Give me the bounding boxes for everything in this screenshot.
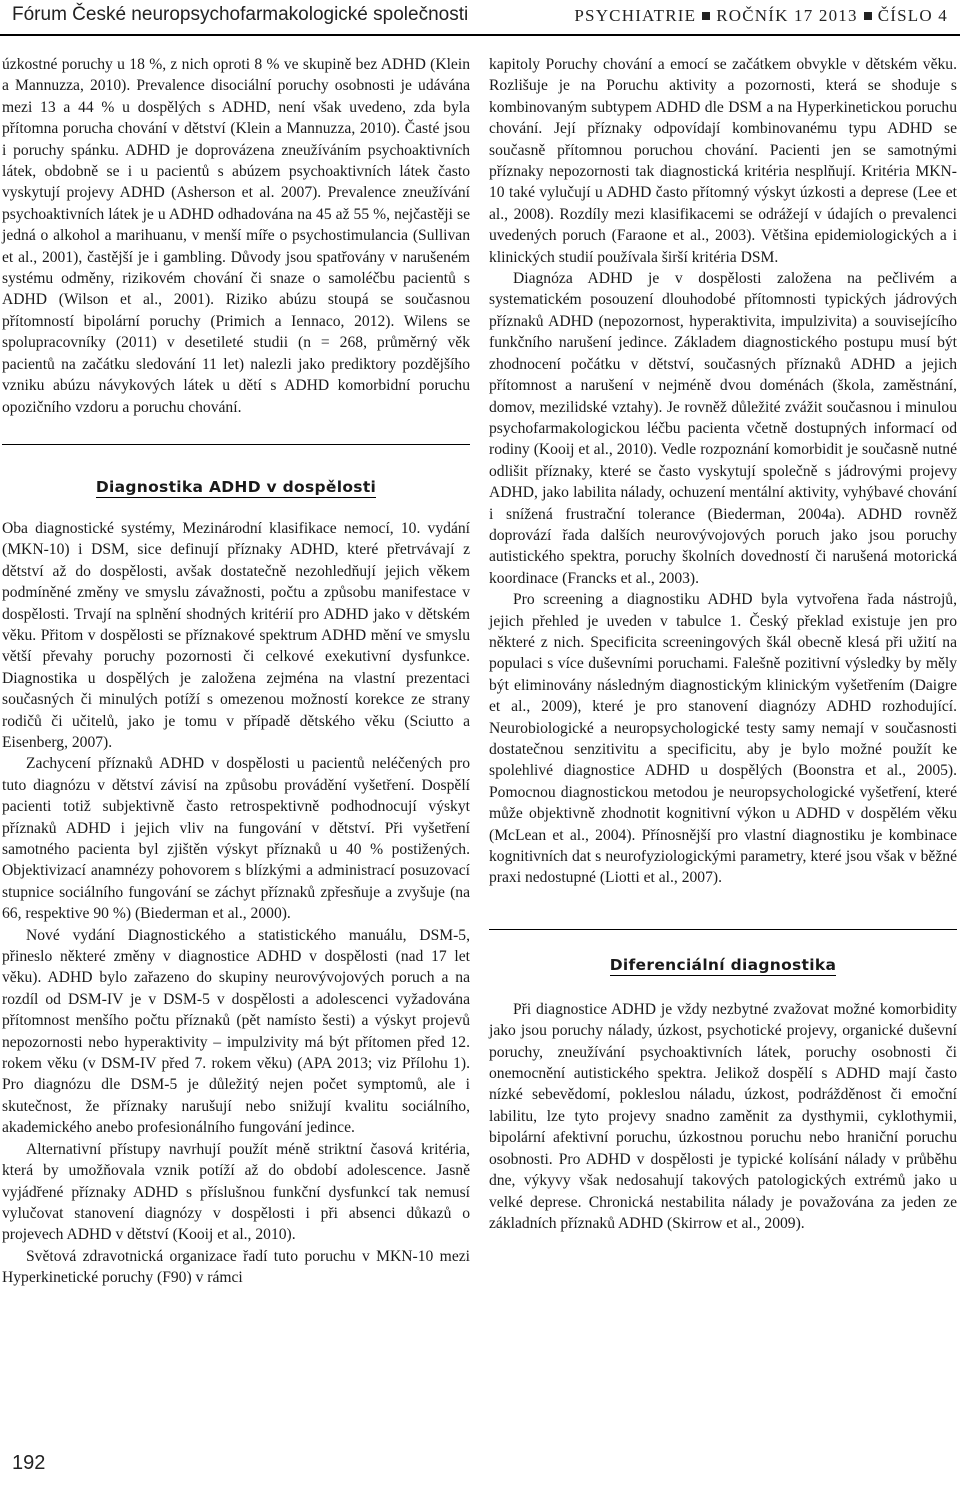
issue-info (574, 6, 948, 26)
right-column (489, 54, 957, 1234)
section-rule (2, 444, 470, 445)
paragraph: Pro screening a diagnostiku ADHD byla vytvořena řada nástrojů, jejich přehled je uveden v tabulce 1. Český překlad existuje jen pro některé z nich. Specificita screeningových škál obecně klesá při užití na populaci s více duševními poruchami. Falešně pozitivní výsledky by měly být eliminovány následným diagnostickým klinickým vyšetřením (Daigre et al., 2009), které je pro stanovení diagnózy ADHD rozhodující. Neurobiologické a neuropsychologické testy samy nemají v současnosti dostatečnou senzitivitu a specificitu, aby je bylo možné použít ke spolehlivé diagnostice ADHD u dospělých (Boonstra et al., 2005). Pomocnou diagnostickou metodou je neuropsychologické vyšetření, které může objektivně zhodnotit kognitivní výkon u ADHD v dospělém věku (McLean et al., 2004). Přínosnější pro vlastní diagnostiku je kombinace kognitivních dat s neurofyziologickými parametry, které jsou však v běžné praxi nedostupné (Liotti et al., 2007). (489, 591, 957, 887)
paragraph: Nové vydání Diagnostického a statistického manuálu, DSM-5, přineslo některé změny v diagnostice ADHD v dospělosti (nad 17 let věku). ADHD bylo zařazeno do skupiny neurovývojových poruch a na rozdíl od DSM-IV je v DSM-5 v dospělosti a adolescenci vyžadována přítomnost menšího počtu příznaků (pět namísto šesti) a výskyt projevů nepozornosti nebo hyperaktivity – impulzivity má být přítomen před 12. rokem věku (v DSM-IV před 7. rokem věku) (APA 2013; viz Přílohu 1). Pro diagnózu dle DSM-5 je důležitý nejen počet symptomů, ale i skutečnost, že příznaky narušují nebo snižují kvalitu sociálního, akademického anebo profesionálního fungování jedince. (2, 926, 470, 1137)
paragraph: Při diagnostice ADHD je vždy nezbytné zvažovat možné komorbidity jako jsou poruchy nálady, úzkost, psychotické projevy, organické duševní poruchy, zneužívání psychoaktivních látek, poruchy osobnosti či onemocnění autistického spektra. Jelikož dospělí s ADHD mají často nízké sebevědomí, pokleslou náladu, úzkost, podrážděnost či emoční labilitu, lze tyto projevy snadno zaměnit za dysthymii, cyklothymii, bipolární afektivní poruchu, úzkostnou poruchu nebo hraniční poruchu osobnosti. Pro ADHD v dospělosti je typické kolísání nálady v průběhu dne, výkyvy však nedosahují takových patologických extrémů jako u velké deprese. Chronická nestabilita nálady je považována za jeden ze základních příznaků ADHD (Skirrow et al., 2009). (489, 1000, 957, 1232)
volume: ROČNÍK 17 (716, 6, 814, 25)
journal-name: Fórum České neuropsychofarmakologické společnosti (12, 4, 469, 25)
header-rule (0, 34, 960, 36)
square-bullet-icon (864, 12, 872, 20)
page-number: 192 (12, 1452, 46, 1474)
paragraph: kapitoly Poruchy chování a emocí se začátkem obvykle v dětském věku. Rozlišuje je na Poruchu aktivity a pozornosti, která se shoduje s kombinovaným subtypem ADHD dle DSM a na Hyperkinetickou poruchu chování. Její příznaky odpovídají kombinovanému typu ADHD se současně přítomnou poruchou chování. Pacienti jen se samotnými příznaky nepozornosti tak diagnostická kritéria nesplňují. Kritéria MKN-10 také vylučují u ADHD často přítomný výskyt úzkosti a deprese (Lee et al., 2008). Rozdíly mezi klasifikacemi se odrážejí v údajích o prevalenci uvedených poruch (Faraone et al., 2003). Většina epidemiologických a i klinických studií používala širší kritéria DSM. (489, 56, 957, 266)
square-bullet-icon (702, 12, 710, 20)
section-rule (489, 929, 957, 930)
year: 2013 (818, 6, 858, 25)
paragraph: Diagnóza ADHD je v dospělosti založena na pečlivém a systematickém posouzení dlouhodobé přítomnosti typických jádrových příznaků ADHD (nepozornost, hyperaktivita, impulzivita) a souvisejícího funkčního narušení jedince. Základem diagnostického postupu musí být zhodnocení počátku v dětství, současných příznaků ADHD a jejich přítomnost a narušení v nejméně dvou doménách (škola, zaměstnání, domov, mezilidské vztahy). Je rovněž důležité zvážit současnou i minulou psychofarmakologickou léčbu pacienta včetně dostupných informací od rodiny (Kooij et al., 2010). Vedle rozpoznání komorbidit je současně nutné odlišit příznaky, které se často vyskytují společně s jádrovými projevy ADHD, jako labilita nálady, ochuzení mentální aktivity, vyhýbavé chování i snížená frustrační tolerance (Biederman, 2004a). ADHD rovněž doprovází řada dalších neurovývojových poruch jako jsou poruchy autistického spektra, poruchy školních dovedností či narušená motorická koordinace (Francks et al., 2003). (489, 270, 957, 587)
section-heading-text: Diferenciální diagnostika (609, 955, 837, 974)
section-heading-block (489, 929, 957, 981)
paragraph: Alternativní přístupy navrhují použít méně striktní časová kritéria, která by umožňovala vznik potíží až do období adolescence. Jasně vyjádřené příznaky ADHD s příslušnou funkční dysfunkcí tak nemusí vylučovat stanovení diagnózy v dospělosti i při absenci důkazů o projevech ADHD v dětství (Kooij et al., 2010). (2, 1140, 470, 1244)
left-column (2, 54, 470, 1289)
section-heading-block (2, 444, 470, 500)
paragraph: Zachycení příznaků ADHD v dospělosti u pacientů neléčených pro tuto diagnózu v dětství závisí na způsobu provádění vyšetření. Dospělí pacienti totiž subjektivně často retrospektivně podhodnocují výskyt příznaků ADHD i jejich vliv na fungování v dětství. Při vyšetření samotného pacienta byl zjištěn výskyt příznaků u 40 % postižených. Objektivizací anamnézy pohovorem s blízkými a administrací posuzovací stupnice sociálního fungování se záchyt příznaků zpřesňuje a zvyšuje (na 66, respektive 90 %) (Biederman et al., 2000). (2, 755, 470, 923)
paragraph: úzkostné poruchy u 18 %, z nich oproti 8 % ve skupině bez ADHD (Klein a Mannuzza, 2010). Prevalence disociální poruchy osobnosti je udávána mezi 13 a 44 % u dospělých s ADHD, není však uvedeno, zda byla přítomna porucha chování v dětství (Klein a Mannuzza, 2010). Časté jsou i poruchy spánku. ADHD je doprovázena zneužíváním psychoaktivních látek, obdobně se i u pacientů s abúzem psychoaktivních látek často vyskytují projevy ADHD (Asherson et al. 2007). Prevalence zneužívání psychoaktivních látek je u ADHD odhadována na 45 až 55 %, nejčastěji se jedná o alkohol a marihuanu, v menší míře o psychostimulancia (Sullivan et al., 2001), častější je i gambling. Důvody jsou spatřovány v narušeném systému odměny, rizikovém chování či snaze o samoléčbu pacientů s ADHD (Wilson et al., 2001). Riziko abúzu stoupá se současnou přítomností bipolární poruchy (Primich a Iennaco, 2012). Wilens se spolupracovníky (2011) v desetileté studii (n = 268, průměrný věk pacientů na začátku sledování 11 let) nalezli jako prediktory pozdějšího vzniku abúzu návykových látek u dětí s ADHD komorbidní poruchu opozičního vzdoru a poruchu chování. (2, 56, 470, 416)
section-name: PSYCHIATRIE (574, 6, 697, 25)
paragraph: Světová zdravotnická organizace řadí tuto poruchu v MKN-10 mezi Hyperkinetické poruchy (F90) v rámci (2, 1247, 470, 1287)
section-heading (489, 955, 957, 976)
running-header (0, 0, 960, 34)
paragraph: Oba diagnostické systémy, Mezinárodní klasifikace nemocí, 10. vydání (MKN-10) i DSM, sice definují příznaky ADHD, které přetrvávají z dětství až do dospělosti, avšak dostatečně nezohledňují jejich věkem podmíněné změny ve smyslu závažnosti, počtu a způsobu manifestace v dospělosti. Trvají na splnění shodných kritérií pro ADHD jako v dětském věku. Přitom v dospělosti se příznakové spektrum ADHD mění ve smyslu větší převahy poruchy pozornosti či celkové exekutivní dysfunkce. Diagnostika u dospělých je založena zejména na vlastní prezentaci současných či minulých potíží s omezenou možností korekce ze strany rodičů či učitelů, jako je tomu v případě dětského věku (Sciutto a Eisenberg, 2007). (2, 519, 470, 751)
issue: ČÍSLO 4 (877, 6, 948, 25)
section-heading-text: Diagnostika ADHD v dospělosti (95, 477, 377, 496)
section-heading (2, 477, 470, 498)
